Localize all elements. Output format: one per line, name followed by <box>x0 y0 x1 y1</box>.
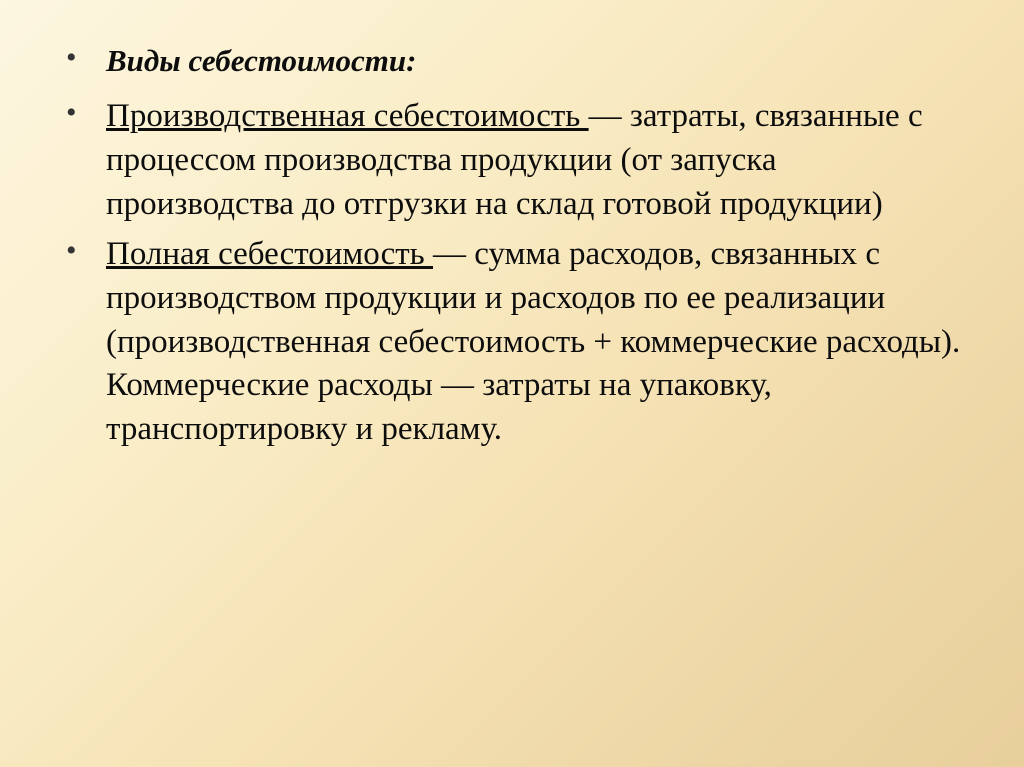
list-item-types-of-cost <box>52 40 972 81</box>
term-full-cost: Полная себестоимость <box>106 235 433 272</box>
slide-content <box>52 40 972 458</box>
bullet-text-full-cost: — сумма расходов, связанных с производством продукции и расходов по ее реализации (производственная себестоимость + коммерческие расходы). Коммерческие расходы — затраты на упаковку, транспортировку и рекламу. <box>106 235 961 448</box>
list-item-production-cost <box>52 95 972 227</box>
bullet-text-types-of-cost: Виды себестоимости: <box>106 43 417 78</box>
term-production-cost: Производственная себестоимость <box>106 98 589 135</box>
bullet-list <box>52 40 972 452</box>
bullet-text-production-cost: — затраты, связанные с процессом производства продукции (от запуска производства до отгрузки на склад готовой продукции) <box>106 98 923 222</box>
list-item-full-cost <box>52 233 972 452</box>
